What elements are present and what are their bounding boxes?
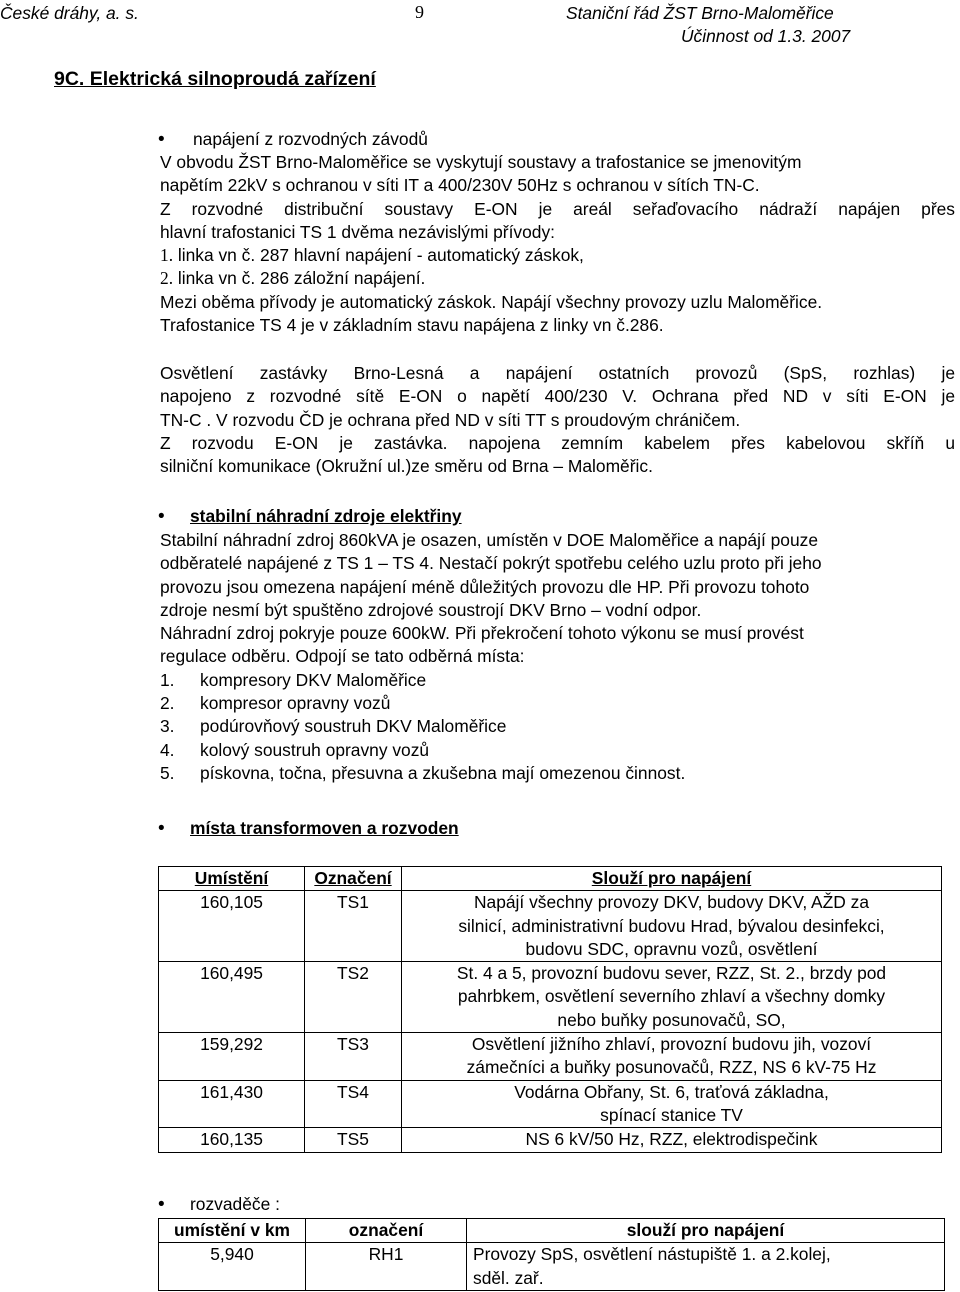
header-left: České dráhy, a. s. xyxy=(0,3,139,23)
list-number: 2. xyxy=(160,693,175,714)
section-title: 9C. Elektrická silnoproudá zařízení xyxy=(54,68,376,90)
col-header-purpose: slouží pro napájení xyxy=(467,1219,945,1243)
cell-purpose xyxy=(402,891,942,962)
cell-purpose xyxy=(402,1033,942,1081)
text-line: Trafostanice TS 4 je v základním stavu napájena z linky vn č.286. xyxy=(160,315,664,336)
list-item xyxy=(160,715,955,738)
list-item xyxy=(160,762,955,785)
cell-line: Osvětlení jižního zhlaví, provozní budovu jih, vozoví xyxy=(471,1034,872,1055)
list-text: kompresory DKV Maloměřice xyxy=(200,669,427,690)
cell-line: zámečníci a buňky posunovačů, RZZ, NS 6 kV-75 Hz xyxy=(466,1057,877,1078)
cell-code: TS1 xyxy=(305,891,402,962)
list-item xyxy=(160,267,955,290)
cell-location: 5,940 xyxy=(159,1243,306,1291)
section1-paragraph2 xyxy=(160,362,955,478)
col-header-location: umístění v km xyxy=(159,1219,306,1243)
section4-heading: rozvaděče : xyxy=(190,1194,280,1214)
section3-heading: místa transformoven a rozvoden xyxy=(190,818,459,838)
cell-purpose xyxy=(402,1080,942,1128)
table-row xyxy=(159,1243,945,1291)
text-line: Z rozvodu E-ON je zastávka. napojena zemním kabelem přes kabelovou skříň u xyxy=(160,432,955,453)
cell-code: RH1 xyxy=(306,1243,467,1291)
table-row xyxy=(159,1033,942,1081)
col-header-code: označení xyxy=(306,1219,467,1243)
bullet-icon: • xyxy=(158,818,165,839)
text-line: provozu jsou omezena napájení méně důležitých provozu dle HP. Při provozu tohoto xyxy=(160,576,810,597)
section1-body xyxy=(160,151,955,337)
text-line: odběratelé napájené z TS 1 – TS 4. Nestačí pokrýt spotřebu celého uzlu proto při jeho xyxy=(160,553,822,574)
list-item xyxy=(160,739,955,762)
text-line: Náhradní zdroj pokryje pouze 600kW. Při překročení tohoto výkonu se musí provést xyxy=(160,623,804,644)
cell-purpose xyxy=(402,1128,942,1152)
text-line: Stabilní náhradní zdroj 860kVA je osazen, umístěn v DOE Maloměřice a napájí pouze xyxy=(160,530,818,550)
transformer-table xyxy=(158,866,942,1153)
table-row xyxy=(159,891,942,962)
list-text: podúrovňový soustruh DKV Maloměřice xyxy=(200,716,507,737)
table-header-row xyxy=(159,867,942,891)
list-number: 3. xyxy=(160,716,175,737)
cell-code: TS3 xyxy=(305,1033,402,1081)
cell-location: 160,135 xyxy=(159,1128,305,1152)
cell-line: spínací stanice TV xyxy=(600,1104,743,1125)
text-line: napojeno z rozvodné sítě E-ON o napětí 400/230 V. Ochrana před ND v síti E-ON je xyxy=(160,386,955,407)
list-item xyxy=(160,244,955,267)
list-text: kolový soustruh opravny vozů xyxy=(200,739,430,760)
list-number: 5. xyxy=(160,762,175,783)
list-text: linka vn č. 286 záložní napájení. xyxy=(177,268,426,289)
col-header-purpose: Slouží pro napájení xyxy=(402,867,942,891)
cell-line: Vodárna Obřany, St. 6, traťová základna, xyxy=(514,1081,829,1102)
col-header-code: Označení xyxy=(305,867,402,891)
section1-heading: napájení z rozvodných závodů xyxy=(193,129,428,149)
switchboard-table xyxy=(158,1218,945,1291)
bullet-icon: • xyxy=(158,506,165,527)
table-row xyxy=(159,962,942,1033)
table-row xyxy=(159,1080,942,1128)
bullet-icon: • xyxy=(158,1194,165,1215)
header-effective-date: Účinnost od 1.3. 2007 xyxy=(681,26,851,46)
section2-heading: stabilní náhradní zdroje elektřiny xyxy=(190,506,462,526)
table-header-row xyxy=(159,1219,945,1243)
text-line: Osvětlení zastávky Brno-Lesná a napájení ostatních provozů (SpS, rozhlas) je xyxy=(160,363,955,383)
list-text: pískovna, točna, přesuvna a zkušebna mají omezenou činnost. xyxy=(200,762,686,783)
cell-location: 160,105 xyxy=(159,891,305,962)
list-item xyxy=(160,669,955,692)
cell-line: sděl. zař. xyxy=(473,1267,544,1288)
cell-line: Provozy SpS, osvětlení nástupiště 1. a 2.kolej, xyxy=(473,1244,831,1265)
list-text: linka vn č. 287 hlavní napájení - automatický záskok, xyxy=(177,245,584,266)
cell-line: NS 6 kV/50 Hz, RZZ, elektrodispečink xyxy=(525,1129,818,1150)
text-line: Z rozvodné distribuční soustavy E-ON je areál seřaďovacího nádraží napájen přes xyxy=(160,198,955,219)
header-right-title: Staniční řád ŽST Brno-Maloměřice xyxy=(566,3,834,23)
page-number: 9 xyxy=(415,2,424,22)
cell-code: TS2 xyxy=(305,962,402,1033)
text-line: napětím 22kV s ochranou v síti IT a 400/230V 50Hz s ochranou v sítích TN-C. xyxy=(160,175,760,196)
text-line: TN-C . V rozvodu ČD je ochrana před ND v síti TT s proudovým chráničem. xyxy=(160,409,741,430)
text-line: V obvodu ŽST Brno-Maloměřice se vyskytují soustavy a trafostanice se jmenovitým xyxy=(160,152,802,172)
list-number: 1. xyxy=(160,669,175,690)
cell-line: silnicí, administrativní budovu Hrad, bývalou desinfekci, xyxy=(458,915,885,936)
table-row xyxy=(159,1128,942,1152)
list-number: 1. xyxy=(160,245,174,266)
cell-line: pahrbkem, osvětlení severního zhlaví a všechny domky xyxy=(457,986,886,1007)
cell-code: TS4 xyxy=(305,1080,402,1128)
cell-purpose xyxy=(402,962,942,1033)
cell-location: 159,292 xyxy=(159,1033,305,1081)
list-number: 2. xyxy=(160,268,174,289)
cell-purpose xyxy=(467,1243,945,1291)
cell-line: nebo buňky posunovačů, SO, xyxy=(557,1009,786,1030)
section2-body xyxy=(160,529,955,785)
text-line: Mezi oběma přívody je automatický záskok. Napájí všechny provozy uzlu Maloměřice. xyxy=(160,291,823,312)
bullet-icon: • xyxy=(158,129,165,150)
cell-line: Napájí všechny provozy DKV, budovy DKV, AŽD za xyxy=(473,892,870,913)
cell-line: St. 4 a 5, provozní budovu sever, RZZ, St. 2., brzdy pod xyxy=(456,963,887,984)
text-line: hlavní trafostanici TS 1 dvěma nezávislými přívody: xyxy=(160,221,555,242)
col-header-location: Umístění xyxy=(159,867,305,891)
cell-line: budovu SDC, opravnu vozů, osvětlení xyxy=(525,938,818,959)
cell-code: TS5 xyxy=(305,1128,402,1152)
cell-location: 160,495 xyxy=(159,962,305,1033)
cell-location: 161,430 xyxy=(159,1080,305,1128)
text-line: regulace odběru. Odpojí se tato odběrná místa: xyxy=(160,646,525,667)
list-text: kompresor opravny vozů xyxy=(200,693,391,714)
text-line: silniční komunikace (Okružní ul.)ze směru od Brna – Maloměřic. xyxy=(160,456,653,477)
list-item xyxy=(160,692,955,715)
text-line: zdroje nesmí být spuštěno zdrojové soustrojí DKV Brno – vodní odpor. xyxy=(160,599,702,620)
list-number: 4. xyxy=(160,739,175,760)
